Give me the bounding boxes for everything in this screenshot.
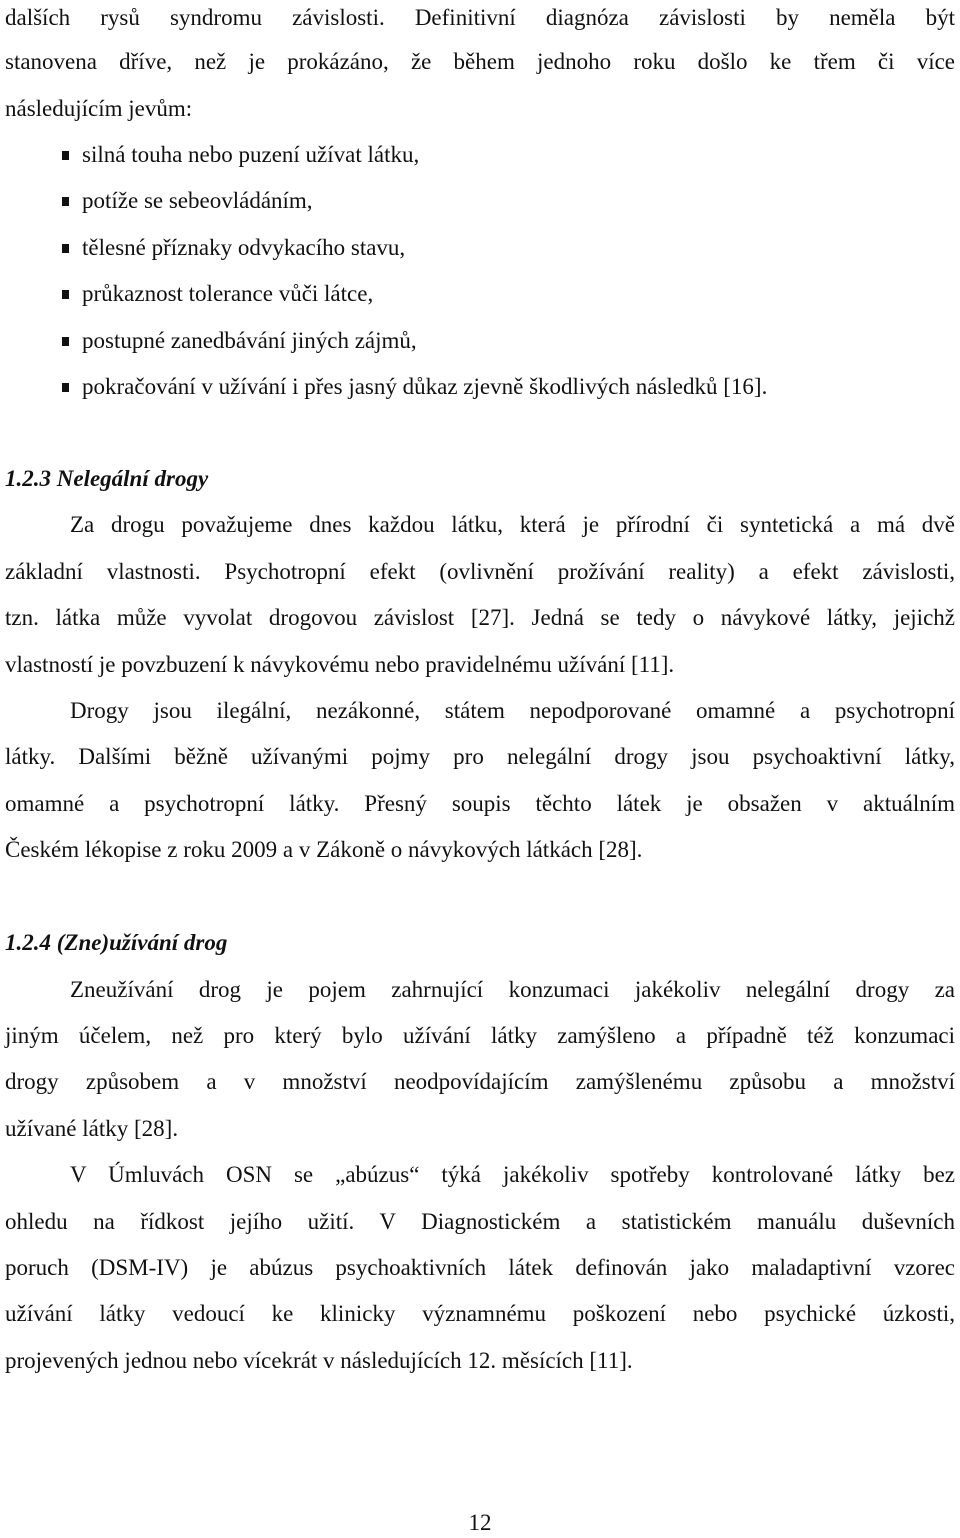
criteria-text: tělesné příznaky odvykacího stavu, [82,235,406,260]
paragraph-line: tzn. látka může vyvolat drogovou závislost [27]. Jedná se tedy o návykové látky, jejichž [5,605,955,630]
section-heading: 1.2.3 Nelegální drogy [5,466,209,491]
criteria-item [62,372,767,402]
criteria-item [62,326,417,356]
paragraph-line: užívané látky [28]. [5,1116,179,1141]
paragraph-line: omamné a psychotropní látky. Přesný soupis těchto látek je obsažen v aktuálním [5,791,955,816]
criteria-item [62,279,373,309]
criteria-text: průkaznost tolerance vůči látce, [82,281,374,306]
criteria-text: silná touha nebo puzení užívat látku, [82,142,420,167]
page-number: 12 [468,1510,492,1535]
paragraph-line: Drogy jsou ilegální, nezákonné, státem nepodporované omamné a psychotropní [70,698,955,723]
criteria-text: potíže se sebeovládáním, [82,188,313,213]
paragraph-line: Za drogu považujeme dnes každou látku, která je přírodní či syntetická a má dvě [70,512,955,537]
paragraph-line: projevených jednou nebo vícekrát v následujících 12. měsících [11]. [5,1348,633,1373]
criteria-item [62,186,313,216]
square-bullet-icon [62,244,69,253]
square-bullet-icon [62,197,69,206]
paragraph-line: drogy způsobem a v množství neodpovídajícím zamýšlenému způsobu a množství [5,1069,955,1094]
section-heading: 1.2.4 (Zne)užívání drog [5,930,228,955]
intro-line: stanovena dříve, než je prokázáno, že během jednoho roku došlo ke třem či více [5,49,955,74]
paragraph-line: V Úmluvách OSN se „abúzus“ týká jakékoliv spotřeby kontrolované látky bez [70,1162,955,1187]
criteria-item [62,233,405,263]
paragraph-line: Zneužívání drog je pojem zahrnující konzumaci jakékoliv nelegální drogy za [70,977,955,1002]
paragraph-line: vlastností je povzbuzení k návykovému nebo pravidelnému užívání [11]. [5,652,675,677]
criteria-item [62,140,419,170]
square-bullet-icon [62,151,69,160]
paragraph-line: poruch (DSM-IV) je abúzus psychoaktivních látek definován jako maladaptivní vzorec [5,1255,955,1280]
square-bullet-icon [62,337,69,346]
criteria-text: pokračování v užívání i přes jasný důkaz zjevně škodlivých následků [16]. [82,374,768,399]
square-bullet-icon [62,383,69,392]
criteria-text: postupné zanedbávání jiných zájmů, [82,328,417,353]
paragraph-line: látky. Dalšími běžně užívanými pojmy pro nelegální drogy jsou psychoaktivní látky, [5,744,955,769]
paragraph-line: Českém lékopise z roku 2009 a v Zákoně o návykových látkách [28]. [5,837,643,862]
intro-line: dalších rysů syndromu závislosti. Definitivní diagnóza závislosti by neměla být [5,5,955,30]
square-bullet-icon [62,290,69,299]
intro-line: následujícím jevům: [5,96,193,121]
paragraph-line: základní vlastnosti. Psychotropní efekt (ovlivnění prožívání reality) a efekt závislosti, [5,559,955,584]
paragraph-line: jiným účelem, než pro který bylo užívání látky zamýšleno a případně též konzumaci [5,1023,955,1048]
paragraph-line: ohledu na řídkost jejího užití. V Diagnostickém a statistickém manuálu duševních [5,1209,955,1234]
paragraph-line: užívání látky vedoucí ke klinicky významnému poškození nebo psychické úzkosti, [5,1301,955,1326]
